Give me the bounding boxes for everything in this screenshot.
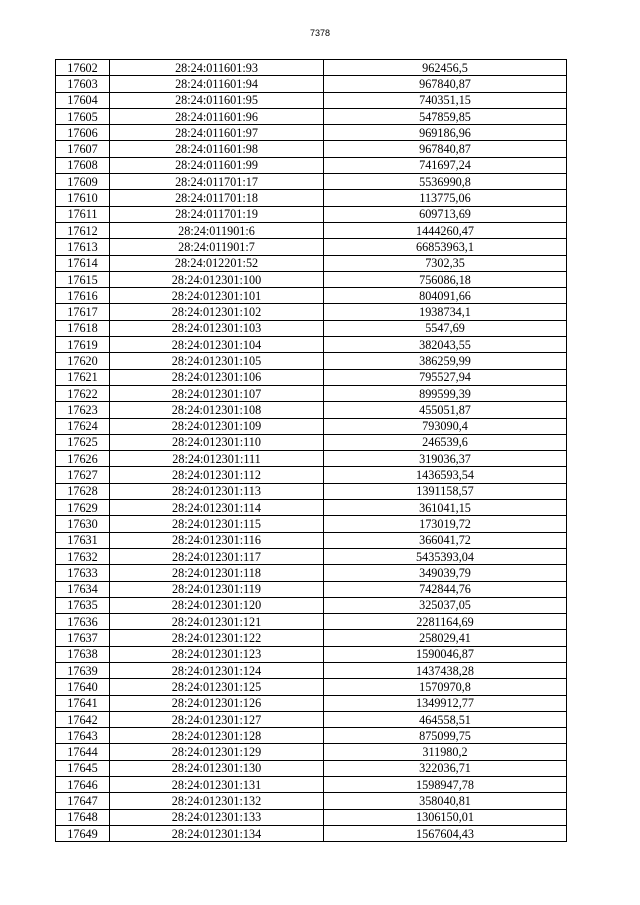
cadastral-number-cell: 28:24:012301:132	[110, 793, 324, 809]
cadastral-number-cell: 28:24:012301:111	[110, 451, 324, 467]
table-row	[56, 711, 567, 727]
cadastral-value-cell: 382043,55	[324, 337, 567, 353]
row-number-cell: 17640	[56, 679, 110, 695]
cadastral-number-cell: 28:24:012301:110	[110, 434, 324, 450]
cadastral-value-cell: 2281164,69	[324, 614, 567, 630]
cadastral-value-cell: 1349912,77	[324, 695, 567, 711]
row-number-cell: 17610	[56, 190, 110, 206]
cadastral-value-cell: 258029,41	[324, 630, 567, 646]
cadastral-number-cell: 28:24:012301:121	[110, 614, 324, 630]
cadastral-value-cell: 66853963,1	[324, 239, 567, 255]
row-number-cell: 17612	[56, 222, 110, 238]
cadastral-value-cell: 547859,85	[324, 108, 567, 124]
cadastral-number-cell: 28:24:012301:128	[110, 728, 324, 744]
row-number-cell: 17608	[56, 157, 110, 173]
table-row	[56, 646, 567, 662]
row-number-cell: 17633	[56, 565, 110, 581]
cadastral-number-cell: 28:24:012301:102	[110, 304, 324, 320]
row-number-cell: 17620	[56, 353, 110, 369]
cadastral-value-cell: 1436593,54	[324, 467, 567, 483]
row-number-cell: 17634	[56, 581, 110, 597]
table-body	[56, 60, 567, 842]
cadastral-value-cell: 899599,39	[324, 385, 567, 401]
row-number-cell: 17607	[56, 141, 110, 157]
row-number-cell: 17629	[56, 500, 110, 516]
cadastral-number-cell: 28:24:012301:127	[110, 711, 324, 727]
row-number-cell: 17613	[56, 239, 110, 255]
table-row	[56, 418, 567, 434]
row-number-cell: 17614	[56, 255, 110, 271]
table-row	[56, 337, 567, 353]
cadastral-value-cell: 311980,2	[324, 744, 567, 760]
cadastral-value-cell: 455051,87	[324, 402, 567, 418]
cadastral-number-cell: 28:24:012301:108	[110, 402, 324, 418]
row-number-cell: 17619	[56, 337, 110, 353]
cadastral-value-cell: 5547,69	[324, 320, 567, 336]
cadastral-value-cell: 464558,51	[324, 711, 567, 727]
table-row	[56, 206, 567, 222]
table-row	[56, 516, 567, 532]
cadastral-value-cell: 793090,4	[324, 418, 567, 434]
table-row	[56, 825, 567, 841]
table-row	[56, 614, 567, 630]
cadastral-number-cell: 28:24:011701:17	[110, 174, 324, 190]
table-row	[56, 532, 567, 548]
row-number-cell: 17616	[56, 288, 110, 304]
cadastral-number-cell: 28:24:012301:134	[110, 825, 324, 841]
cadastral-value-cell: 361041,15	[324, 500, 567, 516]
cadastral-number-cell: 28:24:012301:122	[110, 630, 324, 646]
row-number-cell: 17617	[56, 304, 110, 320]
cadastral-value-cell: 5435393,04	[324, 548, 567, 564]
table-row	[56, 500, 567, 516]
row-number-cell: 17623	[56, 402, 110, 418]
cadastral-value-cell: 319036,37	[324, 451, 567, 467]
table-row	[56, 353, 567, 369]
table-row	[56, 434, 567, 450]
table-row	[56, 793, 567, 809]
cadastral-value-cell: 322036,71	[324, 760, 567, 776]
cadastral-value-cell: 969186,96	[324, 125, 567, 141]
table-row	[56, 809, 567, 825]
row-number-cell: 17632	[56, 548, 110, 564]
row-number-cell: 17644	[56, 744, 110, 760]
cadastral-value-cell: 609713,69	[324, 206, 567, 222]
cadastral-number-cell: 28:24:012301:124	[110, 662, 324, 678]
table-row	[56, 288, 567, 304]
cadastral-number-cell: 28:24:012301:114	[110, 500, 324, 516]
table-row	[56, 581, 567, 597]
row-number-cell: 17605	[56, 108, 110, 124]
cadastral-number-cell: 28:24:012301:103	[110, 320, 324, 336]
cadastral-value-cell: 1437438,28	[324, 662, 567, 678]
cadastral-number-cell: 28:24:012301:101	[110, 288, 324, 304]
row-number-cell: 17625	[56, 434, 110, 450]
table-row	[56, 744, 567, 760]
cadastral-number-cell: 28:24:012301:131	[110, 777, 324, 793]
row-number-cell: 17603	[56, 76, 110, 92]
cadastral-number-cell: 28:24:012301:109	[110, 418, 324, 434]
row-number-cell: 17624	[56, 418, 110, 434]
table-row	[56, 222, 567, 238]
cadastral-value-cell: 7302,35	[324, 255, 567, 271]
row-number-cell: 17626	[56, 451, 110, 467]
cadastral-number-cell: 28:24:012301:117	[110, 548, 324, 564]
cadastral-value-cell: 967840,87	[324, 76, 567, 92]
cadastral-value-cell: 1598947,78	[324, 777, 567, 793]
table-row	[56, 548, 567, 564]
row-number-cell: 17627	[56, 467, 110, 483]
row-number-cell: 17615	[56, 271, 110, 287]
cadastral-value-cell: 386259,99	[324, 353, 567, 369]
cadastral-number-cell: 28:24:011601:96	[110, 108, 324, 124]
cadastral-value-cell: 756086,18	[324, 271, 567, 287]
row-number-cell: 17609	[56, 174, 110, 190]
table-row	[56, 76, 567, 92]
table-row	[56, 760, 567, 776]
cadastral-number-cell: 28:24:012301:129	[110, 744, 324, 760]
cadastral-number-cell: 28:24:011601:97	[110, 125, 324, 141]
cadastral-number-cell: 28:24:012301:100	[110, 271, 324, 287]
table-row	[56, 777, 567, 793]
cadastral-value-cell: 742844,76	[324, 581, 567, 597]
table-row	[56, 239, 567, 255]
cadastral-number-cell: 28:24:011601:98	[110, 141, 324, 157]
row-number-cell: 17648	[56, 809, 110, 825]
cadastral-number-cell: 28:24:011701:18	[110, 190, 324, 206]
table-row	[56, 255, 567, 271]
cadastral-number-cell: 28:24:011601:93	[110, 60, 324, 76]
row-number-cell: 17622	[56, 385, 110, 401]
table-row	[56, 695, 567, 711]
table-row	[56, 157, 567, 173]
cadastral-value-cell: 325037,05	[324, 597, 567, 613]
cadastral-number-cell: 28:24:012301:130	[110, 760, 324, 776]
cadastral-number-cell: 28:24:012301:126	[110, 695, 324, 711]
cadastral-value-cell: 1590046,87	[324, 646, 567, 662]
cadastral-value-cell: 1567604,43	[324, 825, 567, 841]
cadastral-number-cell: 28:24:012301:105	[110, 353, 324, 369]
table-row	[56, 271, 567, 287]
cadastral-number-cell: 28:24:012201:52	[110, 255, 324, 271]
cadastral-value-cell: 1444260,47	[324, 222, 567, 238]
cadastral-value-cell: 741697,24	[324, 157, 567, 173]
cadastral-number-cell: 28:24:012301:107	[110, 385, 324, 401]
cadastral-number-cell: 28:24:012301:112	[110, 467, 324, 483]
cadastral-value-table	[55, 59, 567, 842]
table-row	[56, 385, 567, 401]
table-row	[56, 125, 567, 141]
table-row	[56, 630, 567, 646]
table-row	[56, 304, 567, 320]
cadastral-value-cell: 5536990,8	[324, 174, 567, 190]
cadastral-number-cell: 28:24:012301:106	[110, 369, 324, 385]
table-row	[56, 565, 567, 581]
row-number-cell: 17643	[56, 728, 110, 744]
row-number-cell: 17621	[56, 369, 110, 385]
table-row	[56, 320, 567, 336]
row-number-cell: 17641	[56, 695, 110, 711]
cadastral-value-cell: 113775,06	[324, 190, 567, 206]
table-row	[56, 597, 567, 613]
cadastral-number-cell: 28:24:011601:99	[110, 157, 324, 173]
cadastral-value-cell: 173019,72	[324, 516, 567, 532]
cadastral-value-cell: 1938734,1	[324, 304, 567, 320]
row-number-cell: 17636	[56, 614, 110, 630]
table-row	[56, 402, 567, 418]
cadastral-value-cell: 246539,6	[324, 434, 567, 450]
cadastral-number-cell: 28:24:012301:120	[110, 597, 324, 613]
table-row	[56, 369, 567, 385]
row-number-cell: 17630	[56, 516, 110, 532]
row-number-cell: 17647	[56, 793, 110, 809]
row-number-cell: 17646	[56, 777, 110, 793]
cadastral-number-cell: 28:24:011701:19	[110, 206, 324, 222]
cadastral-number-cell: 28:24:012301:119	[110, 581, 324, 597]
table-row	[56, 60, 567, 76]
cadastral-value-cell: 366041,72	[324, 532, 567, 548]
row-number-cell: 17602	[56, 60, 110, 76]
cadastral-number-cell: 28:24:011601:94	[110, 76, 324, 92]
cadastral-number-cell: 28:24:012301:115	[110, 516, 324, 532]
table-row	[56, 679, 567, 695]
cadastral-number-cell: 28:24:012301:118	[110, 565, 324, 581]
table-row	[56, 483, 567, 499]
row-number-cell: 17618	[56, 320, 110, 336]
table-row	[56, 190, 567, 206]
cadastral-value-cell: 795527,94	[324, 369, 567, 385]
cadastral-value-cell: 358040,81	[324, 793, 567, 809]
row-number-cell: 17611	[56, 206, 110, 222]
cadastral-value-cell: 962456,5	[324, 60, 567, 76]
cadastral-number-cell: 28:24:012301:116	[110, 532, 324, 548]
cadastral-number-cell: 28:24:012301:113	[110, 483, 324, 499]
cadastral-number-cell: 28:24:012301:125	[110, 679, 324, 695]
table-row	[56, 108, 567, 124]
cadastral-number-cell: 28:24:012301:123	[110, 646, 324, 662]
table-row	[56, 467, 567, 483]
row-number-cell: 17606	[56, 125, 110, 141]
cadastral-number-cell: 28:24:012301:104	[110, 337, 324, 353]
table-row	[56, 728, 567, 744]
row-number-cell: 17642	[56, 711, 110, 727]
cadastral-value-cell: 1570970,8	[324, 679, 567, 695]
page-number: 7378	[309, 28, 331, 38]
row-number-cell: 17631	[56, 532, 110, 548]
row-number-cell: 17639	[56, 662, 110, 678]
cadastral-value-cell: 740351,15	[324, 92, 567, 108]
row-number-cell: 17638	[56, 646, 110, 662]
cadastral-value-cell: 967840,87	[324, 141, 567, 157]
table-row	[56, 662, 567, 678]
cadastral-value-cell: 1391158,57	[324, 483, 567, 499]
cadastral-number-cell: 28:24:012301:133	[110, 809, 324, 825]
row-number-cell: 17635	[56, 597, 110, 613]
row-number-cell: 17645	[56, 760, 110, 776]
cadastral-number-cell: 28:24:011901:6	[110, 222, 324, 238]
table-row	[56, 174, 567, 190]
cadastral-value-cell: 349039,79	[324, 565, 567, 581]
table-row	[56, 92, 567, 108]
row-number-cell: 17649	[56, 825, 110, 841]
cadastral-value-cell: 1306150,01	[324, 809, 567, 825]
row-number-cell: 17628	[56, 483, 110, 499]
row-number-cell: 17604	[56, 92, 110, 108]
cadastral-number-cell: 28:24:011601:95	[110, 92, 324, 108]
row-number-cell: 17637	[56, 630, 110, 646]
cadastral-number-cell: 28:24:011901:7	[110, 239, 324, 255]
cadastral-value-cell: 804091,66	[324, 288, 567, 304]
table-row	[56, 451, 567, 467]
cadastral-value-cell: 875099,75	[324, 728, 567, 744]
table-row	[56, 141, 567, 157]
